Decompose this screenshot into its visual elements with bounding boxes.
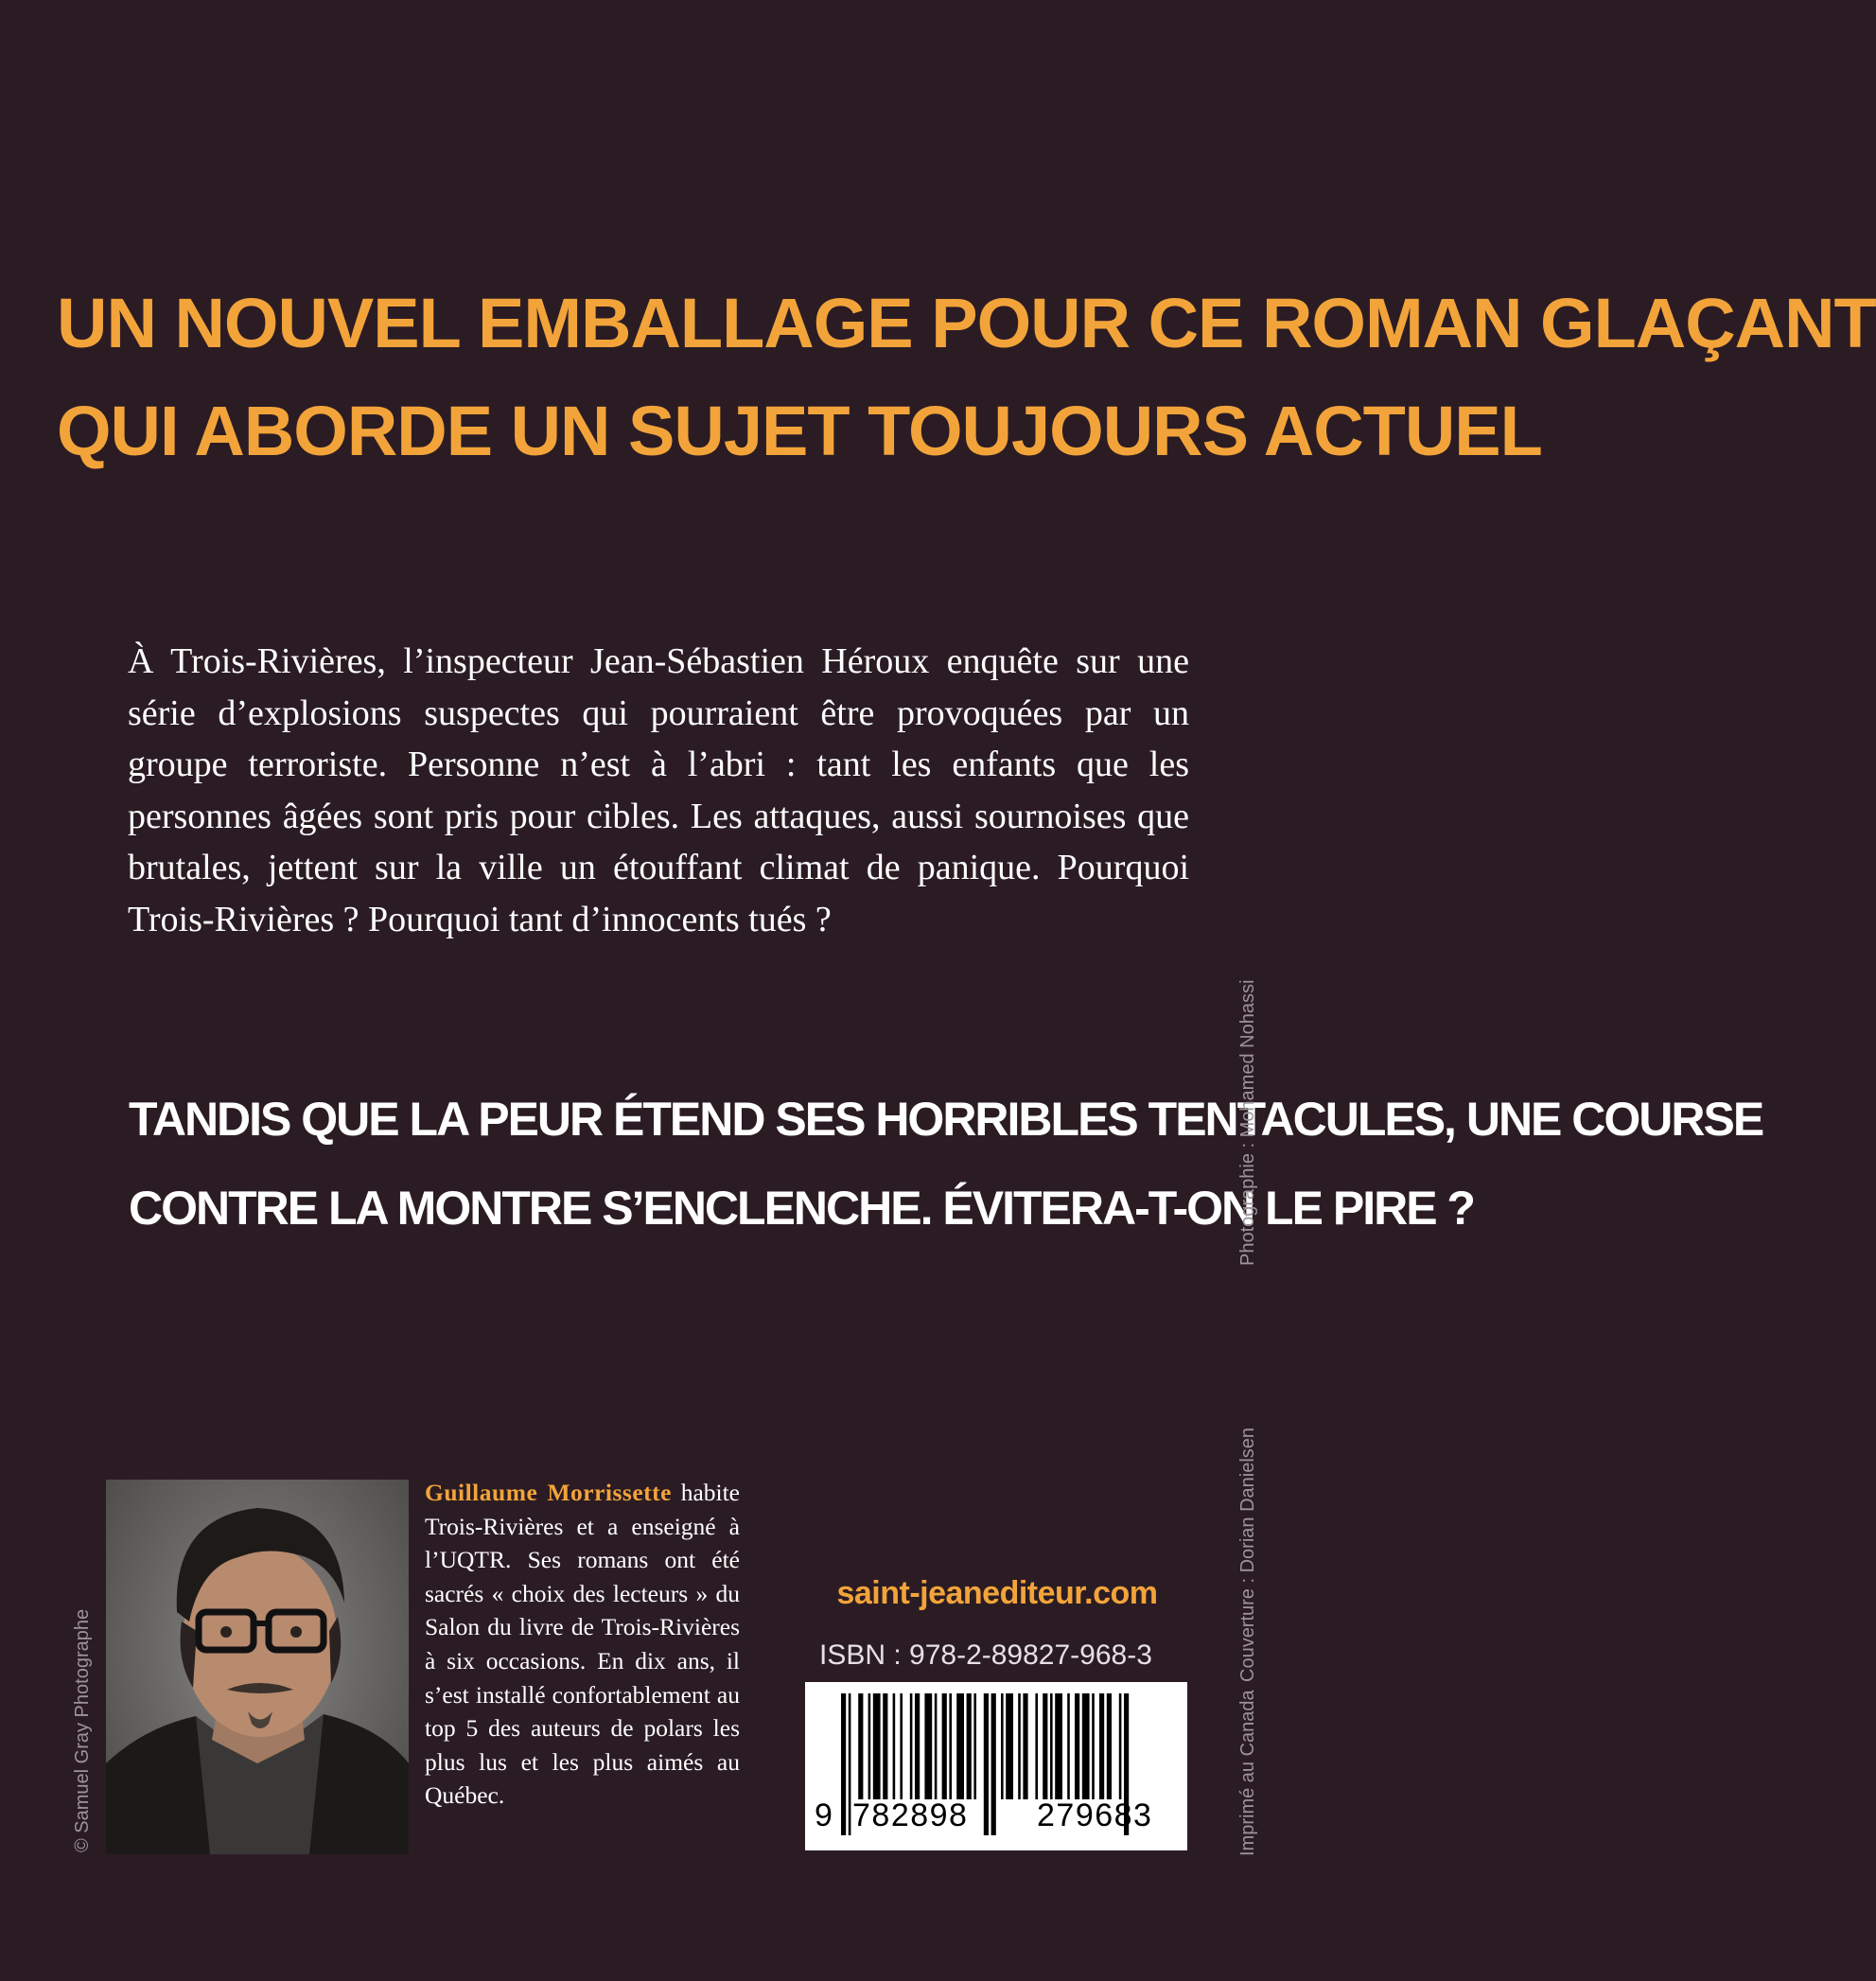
barcode-bar: [942, 1693, 947, 1799]
author-bio-text: habite Trois-Rivières et a enseigné à l’UQTR. Ses romans ont été sacrés « choix des lecteurs » du Salon du livre de Trois-Rivières à six occasions. En dix ans, il s’est installé confortablement au top 5 des auteurs de polars les plus lus et les plus aimés au Québec.: [425, 1479, 740, 1810]
barcode-bar: [924, 1693, 932, 1799]
barcode-bar: [1107, 1693, 1112, 1799]
barcode-bar: [956, 1693, 964, 1799]
barcode-bar: [1043, 1693, 1047, 1799]
photo-credit: © Samuel Gray Photographe: [72, 1608, 93, 1852]
barcode-bar: [868, 1693, 871, 1799]
barcode-bar: [873, 1693, 881, 1799]
barcode-bar: [1023, 1693, 1027, 1799]
barcode-bar: [967, 1693, 972, 1799]
author-name: Guillaume Morrissette: [425, 1479, 672, 1506]
barcode-bar: [1001, 1693, 1004, 1799]
printed-in-credit: Imprimé au Canada: [1237, 1690, 1258, 1856]
barcode-bar: [1119, 1693, 1122, 1799]
cover-credit: Couverture : Dorian Danielsen: [1237, 1427, 1258, 1682]
headline-line-2: QUI ABORDE UN SUJET TOUJOURS ACTUEL: [57, 392, 1542, 470]
barcode-bar: [1082, 1693, 1090, 1799]
barcode-first-digit: 9: [815, 1797, 834, 1833]
tagline-line-1: TANDIS QUE LA PEUR ÉTEND SES HORRIBLES TENTACULES, UNE COURSE: [129, 1093, 1763, 1146]
synopsis-text: À Trois-Rivières, l’inspecteur Jean-Sébastien Héroux enquête sur une série d’explosions suspectes qui pourraient être provoquées par un groupe terroriste. Personne n’est à l’abri : tant les enfants que les personnes âgées sont pris pour cibles. Les attaques, aussi sournoises que brutales, jettent sur la ville un étouffant climat de panique. Pourquoi Trois-Rivières ? Pourquoi tant d’innocents tués ?: [128, 641, 1189, 939]
barcode-bar: [1050, 1693, 1053, 1799]
tagline-line-2: CONTRE LA MONTRE S’ENCLENCHE. ÉVITERA-T-ON LE PIRE ?: [129, 1182, 1474, 1235]
barcode-bar: [910, 1693, 913, 1799]
barcode-bar: [858, 1693, 863, 1799]
barcode: [805, 1682, 1187, 1850]
barcode-bar: [949, 1693, 952, 1799]
headline-line-1: UN NOUVEL EMBALLAGE POUR CE ROMAN GLAÇANT: [57, 284, 1876, 362]
barcode-bar: [1067, 1693, 1070, 1799]
barcode-bar: [915, 1693, 920, 1799]
author-photo: [106, 1480, 409, 1854]
barcode-bar: [1035, 1693, 1038, 1799]
author-bio: [425, 1476, 740, 1813]
headline: [57, 270, 1876, 485]
barcode-bar: [883, 1693, 887, 1799]
barcode-bar: [935, 1693, 938, 1799]
barcode-bar: [973, 1693, 976, 1799]
isbn: ISBN : 978-2-89827-968-3: [819, 1639, 1152, 1671]
synopsis: [128, 636, 1189, 945]
barcode-digits: [805, 1797, 1187, 1845]
barcode-bar: [900, 1693, 903, 1799]
barcode-bar: [1092, 1693, 1095, 1799]
photography-credit: Photographie : Mohamed Nohassi: [1237, 979, 1258, 1266]
barcode-group-2: 279683: [1037, 1797, 1153, 1833]
publisher-website[interactable]: saint-jeanediteur.com: [836, 1575, 1158, 1611]
barcode-bar: [893, 1693, 896, 1799]
barcode-bar: [1075, 1693, 1079, 1799]
barcode-bar: [1055, 1693, 1062, 1799]
barcode-group-1: 782898: [852, 1797, 969, 1833]
barcode-bar: [1099, 1693, 1104, 1799]
barcode-bar: [1018, 1693, 1021, 1799]
barcode-bar: [1006, 1693, 1013, 1799]
